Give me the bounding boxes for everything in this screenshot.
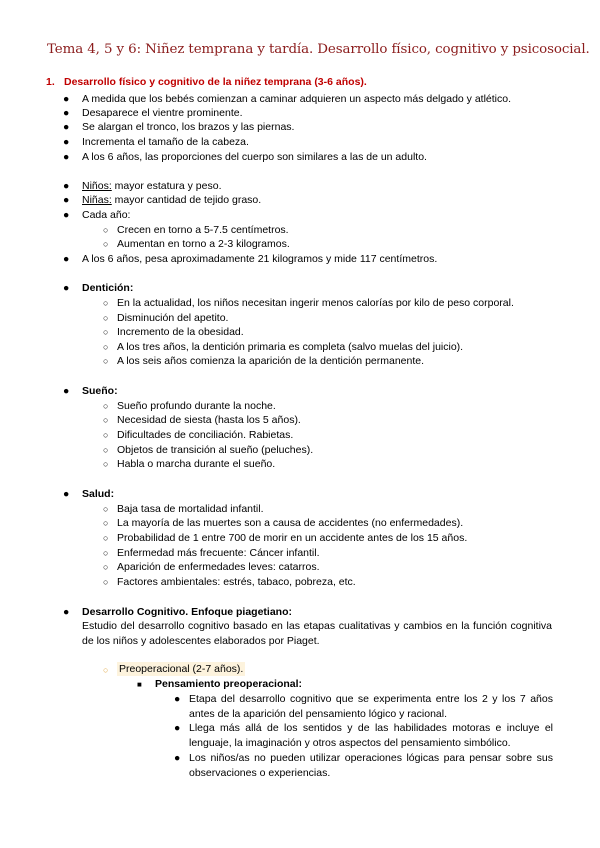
sub-bullet-circle: ○: [103, 239, 109, 249]
sub-bullet-circle: ○: [103, 327, 109, 337]
denticion-label: Dentición:: [82, 282, 134, 294]
sub-list-item: Incremento de la obesidad.: [117, 326, 244, 338]
sub-list-item: Objetos de transición al sueño (peluches).: [117, 444, 314, 456]
sub-list-item: A los seis años comienza la aparición de la dentición permanente.: [117, 355, 425, 367]
bullet-dot: ●: [63, 107, 70, 119]
sub-list-item: Necesidad de siesta (hasta los 5 años).: [117, 414, 301, 426]
bullet-dot: ●: [63, 282, 70, 294]
sub-list-item: Disminución del apetito.: [117, 312, 229, 324]
list-item: A los 6 años, pesa aproximadamente 21 kilogramos y mide 117 centímetros.: [82, 253, 438, 265]
sub-bullet-circle: ○: [103, 562, 109, 572]
sub-bullet-circle: ○: [103, 342, 109, 352]
list-item: A medida que los bebés comienzan a caminar adquieren un aspecto más delgado y atlético.: [82, 93, 512, 105]
bullet-dot: ●: [174, 752, 181, 764]
bullet-dot: ●: [63, 488, 70, 500]
section-number: 1.: [46, 76, 55, 88]
sub-list-item: La mayoría de las muertes son a causa de accidentes (no enfermedades).: [117, 517, 464, 529]
sub-bullet-circle: ○: [103, 225, 109, 235]
preoperacional-item: [117, 662, 245, 676]
ninos-text: mayor estatura y peso.: [111, 180, 222, 192]
bullet-dot: ●: [63, 93, 70, 105]
sub-list-item: A los tres años, la dentición primaria es completa (salvo muelas del juicio).: [117, 341, 464, 353]
list-item: [82, 179, 221, 193]
sub-list-item: Habla o marcha durante el sueño.: [117, 458, 276, 470]
list-item: A los 6 años, las proporciones del cuerpo son similares a las de un adulto.: [82, 151, 427, 163]
sub-bullet-circle: ○: [103, 313, 109, 323]
sub-bullet-circle: ○: [103, 504, 109, 514]
sub-bullet-circle: ○: [103, 445, 109, 455]
sub-list-item: Sueño profundo durante la noche.: [117, 400, 276, 412]
sub-bullet-circle: ○: [103, 577, 109, 587]
list-item: Desaparece el vientre prominente.: [82, 107, 243, 119]
sub-list-item: Aumentan en torno a 2-3 kilogramos.: [117, 238, 290, 250]
sub-list-item: En la actualidad, los niños necesitan ingerir menos calorías por kilo de peso corporal.: [117, 297, 514, 309]
bullet-dot: ●: [63, 121, 70, 133]
preoperacional-highlight: Preoperacional (2-7 años).: [119, 663, 244, 675]
list-item: Se alargan el tronco, los brazos y las piernas.: [82, 121, 295, 133]
sub-bullet-circle: ○: [103, 430, 109, 440]
sub-bullet-circle: ○: [103, 518, 109, 528]
bullet-dot: ●: [63, 151, 70, 163]
bullet-dot: ●: [63, 136, 70, 148]
bullet-dot: ●: [63, 253, 70, 265]
bullet-dot: ●: [63, 606, 70, 618]
square-bullet: ■: [137, 680, 142, 689]
sub-bullet-circle: ○: [103, 459, 109, 469]
ninos-label: Niños:: [82, 180, 112, 192]
sub-bullet-circle: ○: [103, 415, 109, 425]
sub-list-item: Aparición de enfermedades leves: catarros.: [117, 561, 320, 573]
sub-list-item: Baja tasa de mortalidad infantil.: [117, 503, 264, 515]
sueno-label: Sueño:: [82, 385, 118, 397]
bullet-dot: ●: [174, 722, 181, 734]
ninas-label: Niñas:: [82, 194, 112, 206]
pensamiento-point: Llega más allá de los sentidos y de las habilidades motoras e incluye el lenguaje, la imaginación y otros aspectos del pensamiento simbólico.: [189, 722, 553, 749]
list-item: Incrementa el tamaño de la cabeza.: [82, 136, 249, 148]
list-item: [82, 193, 261, 207]
sub-bullet-circle: ○: [103, 533, 109, 543]
bullet-dot: ●: [63, 209, 70, 221]
sub-bullet-circle: ○: [103, 401, 109, 411]
sub-bullet-circle: ○: [103, 298, 109, 308]
sub-list-item: Factores ambientales: estrés, tabaco, pobreza, etc.: [117, 576, 356, 588]
bullet-dot: ●: [63, 385, 70, 397]
sub-bullet-circle: ○: [103, 356, 109, 366]
salud-label: Salud:: [82, 488, 115, 500]
sub-bullet-circle: ○: [103, 548, 109, 558]
sub-list-item: Dificultades de conciliación. Rabietas.: [117, 429, 294, 441]
section-heading: [46, 76, 367, 88]
bullet-dot: ●: [63, 180, 70, 192]
bullet-dot: ●: [174, 693, 181, 705]
cognitivo-label: Desarrollo Cognitivo. Enfoque piagetiano:: [82, 606, 293, 618]
sub-list-item: Enfermedad más frecuente: Cáncer infantil.: [117, 547, 320, 559]
sub-list-item: Probabilidad de 1 entre 700 de morir en un accidente antes de los 15 años.: [117, 532, 468, 544]
ninas-text: mayor cantidad de tejido graso.: [111, 194, 262, 206]
cognitivo-paragraph: Estudio del desarrollo cognitivo basado en las etapas cualitativas y cambios en la función cognitiva de los niños y adolescentes elaborados por Piaget.: [82, 620, 552, 647]
bullet-dot: ●: [63, 194, 70, 206]
sub-bullet-circle: ○: [103, 665, 109, 675]
pensamiento-point: Los niños/as no pueden utilizar operaciones lógicas para pensar sobre sus observaciones o experiencias.: [189, 752, 553, 779]
sub-list-item: Crecen en torno a 5-7.5 centímetros.: [117, 224, 289, 236]
pensamiento-label: Pensamiento preoperacional:: [155, 678, 303, 690]
pensamiento-point: Etapa del desarrollo cognitivo que se experimenta entre los 2 y los 7 años antes de la aparición del pensamiento lógico y racional.: [189, 693, 553, 720]
list-item: Cada año:: [82, 209, 131, 221]
section-heading-text: Desarrollo físico y cognitivo de la niñez temprana (3-6 años).: [64, 76, 367, 88]
document-title: Tema 4, 5 y 6: Niñez temprana y tardía. Desarrollo físico, cognitivo y psicosocial.: [47, 42, 590, 57]
